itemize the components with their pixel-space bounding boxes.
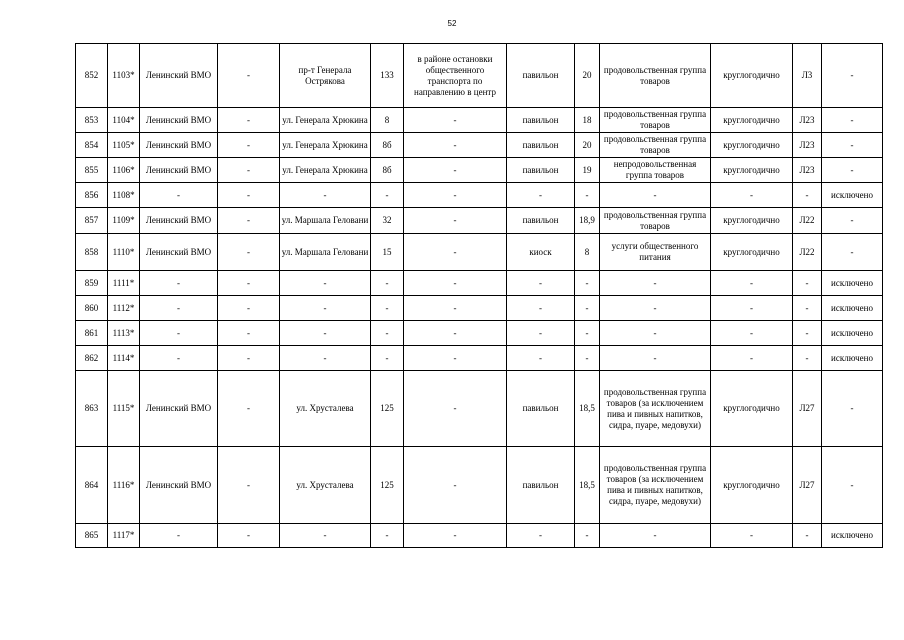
period-cell: круглогодично xyxy=(711,44,793,108)
district-cell: - xyxy=(140,321,218,346)
landmark-cell: в районе остановки общественного транспорта по направлению в центр xyxy=(404,44,507,108)
column-4-cell: - xyxy=(218,158,280,183)
column-4-cell: - xyxy=(218,183,280,208)
note-cell: - xyxy=(822,133,883,158)
address-cell: ул. Генерала Хрюкина xyxy=(280,108,371,133)
landmark-cell: - xyxy=(404,447,507,524)
district-cell: Ленинский ВМО xyxy=(140,158,218,183)
note-cell: исключено xyxy=(822,524,883,548)
lot-cell: - xyxy=(793,296,822,321)
code-cell: 1103* xyxy=(108,44,140,108)
note-cell: исключено xyxy=(822,296,883,321)
table-row xyxy=(76,346,883,371)
column-4-cell: - xyxy=(218,524,280,548)
column-4-cell: - xyxy=(218,234,280,271)
column-4-cell: - xyxy=(218,447,280,524)
district-cell: - xyxy=(140,271,218,296)
row-number-cell: 861 xyxy=(76,321,108,346)
landmark-cell: - xyxy=(404,524,507,548)
code-cell: 1111* xyxy=(108,271,140,296)
note-cell: исключено xyxy=(822,321,883,346)
period-cell: - xyxy=(711,524,793,548)
period-cell: - xyxy=(711,271,793,296)
house-cell: - xyxy=(371,296,404,321)
district-cell: Ленинский ВМО xyxy=(140,371,218,447)
object-type-cell: - xyxy=(507,296,575,321)
address-cell: ул. Генерала Хрюкина xyxy=(280,158,371,183)
address-cell: ул. Хрусталева xyxy=(280,371,371,447)
landmark-cell: - xyxy=(404,371,507,447)
address-cell: - xyxy=(280,524,371,548)
lot-cell: Л27 xyxy=(793,371,822,447)
landmark-cell: - xyxy=(404,346,507,371)
address-cell: ул. Маршала Геловани xyxy=(280,234,371,271)
note-cell: - xyxy=(822,447,883,524)
row-number-cell: 854 xyxy=(76,133,108,158)
period-cell: круглогодично xyxy=(711,208,793,234)
address-cell: ул. Маршала Геловани xyxy=(280,208,371,234)
area-cell: 20 xyxy=(575,133,600,158)
column-4-cell: - xyxy=(218,271,280,296)
object-type-cell: павильон xyxy=(507,133,575,158)
object-type-cell: павильон xyxy=(507,44,575,108)
object-type-cell: павильон xyxy=(507,447,575,524)
specialization-cell: - xyxy=(600,321,711,346)
lot-cell: - xyxy=(793,271,822,296)
period-cell: круглогодично xyxy=(711,133,793,158)
district-cell: Ленинский ВМО xyxy=(140,234,218,271)
period-cell: круглогодично xyxy=(711,234,793,271)
table-row xyxy=(76,208,883,234)
area-cell: - xyxy=(575,321,600,346)
district-cell: - xyxy=(140,183,218,208)
address-cell: - xyxy=(280,346,371,371)
column-4-cell: - xyxy=(218,296,280,321)
code-cell: 1110* xyxy=(108,234,140,271)
period-cell: круглогодично xyxy=(711,108,793,133)
house-cell: 8б xyxy=(371,133,404,158)
column-4-cell: - xyxy=(218,133,280,158)
note-cell: - xyxy=(822,208,883,234)
table-row xyxy=(76,133,883,158)
table-row xyxy=(76,271,883,296)
landmark-cell: - xyxy=(404,208,507,234)
code-cell: 1104* xyxy=(108,108,140,133)
area-cell: 19 xyxy=(575,158,600,183)
house-cell: - xyxy=(371,271,404,296)
object-type-cell: - xyxy=(507,321,575,346)
address-cell: ул. Генерала Хрюкина xyxy=(280,133,371,158)
note-cell: - xyxy=(822,234,883,271)
code-cell: 1106* xyxy=(108,158,140,183)
period-cell: круглогодично xyxy=(711,371,793,447)
column-4-cell: - xyxy=(218,208,280,234)
lot-cell: Л23 xyxy=(793,158,822,183)
specialization-cell: - xyxy=(600,524,711,548)
note-cell: - xyxy=(822,371,883,447)
period-cell: - xyxy=(711,321,793,346)
row-number-cell: 857 xyxy=(76,208,108,234)
lot-cell: - xyxy=(793,524,822,548)
area-cell: - xyxy=(575,183,600,208)
lot-cell: - xyxy=(793,321,822,346)
note-cell: исключено xyxy=(822,183,883,208)
landmark-cell: - xyxy=(404,133,507,158)
note-cell: исключено xyxy=(822,346,883,371)
table-row xyxy=(76,158,883,183)
landmark-cell: - xyxy=(404,183,507,208)
row-number-cell: 863 xyxy=(76,371,108,447)
object-type-cell: павильон xyxy=(507,108,575,133)
landmark-cell: - xyxy=(404,234,507,271)
landmark-cell: - xyxy=(404,271,507,296)
area-cell: - xyxy=(575,346,600,371)
row-number-cell: 860 xyxy=(76,296,108,321)
row-number-cell: 853 xyxy=(76,108,108,133)
area-cell: 18,5 xyxy=(575,371,600,447)
specialization-cell: услуги общественного питания xyxy=(600,234,711,271)
landmark-cell: - xyxy=(404,158,507,183)
page-number: 52 xyxy=(447,19,457,28)
period-cell: круглогодично xyxy=(711,447,793,524)
code-cell: 1115* xyxy=(108,371,140,447)
lot-cell: - xyxy=(793,346,822,371)
district-cell: Ленинский ВМО xyxy=(140,108,218,133)
specialization-cell: - xyxy=(600,271,711,296)
address-cell: - xyxy=(280,296,371,321)
table-row xyxy=(76,108,883,133)
house-cell: - xyxy=(371,321,404,346)
table-row xyxy=(76,447,883,524)
specialization-cell: продовольственная группа товаров (за исключением пива и пивных напитков, сидра, пуаре, медовухи) xyxy=(600,371,711,447)
specialization-cell: непродовольственная группа товаров xyxy=(600,158,711,183)
object-type-cell: павильон xyxy=(507,208,575,234)
code-cell: 1116* xyxy=(108,447,140,524)
specialization-cell: - xyxy=(600,296,711,321)
lot-cell: Л3 xyxy=(793,44,822,108)
lot-cell: - xyxy=(793,183,822,208)
row-number-cell: 865 xyxy=(76,524,108,548)
row-number-cell: 862 xyxy=(76,346,108,371)
area-cell: 20 xyxy=(575,44,600,108)
code-cell: 1112* xyxy=(108,296,140,321)
address-cell: ул. Хрусталева xyxy=(280,447,371,524)
period-cell: - xyxy=(711,346,793,371)
area-cell: 8 xyxy=(575,234,600,271)
column-4-cell: - xyxy=(218,371,280,447)
house-cell: - xyxy=(371,524,404,548)
row-number-cell: 855 xyxy=(76,158,108,183)
specialization-cell: - xyxy=(600,183,711,208)
district-cell: Ленинский ВМО xyxy=(140,133,218,158)
district-cell: - xyxy=(140,524,218,548)
table-row xyxy=(76,321,883,346)
specialization-cell: продовольственная группа товаров xyxy=(600,44,711,108)
table-row xyxy=(76,371,883,447)
code-cell: 1114* xyxy=(108,346,140,371)
house-cell: - xyxy=(371,346,404,371)
landmark-cell: - xyxy=(404,321,507,346)
house-cell: 8б xyxy=(371,158,404,183)
code-cell: 1105* xyxy=(108,133,140,158)
specialization-cell: - xyxy=(600,346,711,371)
code-cell: 1108* xyxy=(108,183,140,208)
table-row xyxy=(76,234,883,271)
district-cell: - xyxy=(140,296,218,321)
object-type-cell: киоск xyxy=(507,234,575,271)
address-cell: - xyxy=(280,271,371,296)
table-row xyxy=(76,44,883,108)
code-cell: 1113* xyxy=(108,321,140,346)
period-cell: - xyxy=(711,296,793,321)
lot-cell: Л22 xyxy=(793,208,822,234)
address-cell: - xyxy=(280,183,371,208)
note-cell: - xyxy=(822,44,883,108)
row-number-cell: 859 xyxy=(76,271,108,296)
note-cell: исключено xyxy=(822,271,883,296)
code-cell: 1117* xyxy=(108,524,140,548)
object-type-cell: павильон xyxy=(507,158,575,183)
row-number-cell: 852 xyxy=(76,44,108,108)
lot-cell: Л27 xyxy=(793,447,822,524)
area-cell: - xyxy=(575,524,600,548)
house-cell: 8 xyxy=(371,108,404,133)
landmark-cell: - xyxy=(404,296,507,321)
object-type-cell: - xyxy=(507,183,575,208)
table-row xyxy=(76,296,883,321)
table-row xyxy=(76,183,883,208)
address-cell: пр-т Генерала Острякова xyxy=(280,44,371,108)
address-cell: - xyxy=(280,321,371,346)
district-cell: Ленинский ВМО xyxy=(140,208,218,234)
registry-body xyxy=(76,44,883,548)
house-cell: 125 xyxy=(371,447,404,524)
specialization-cell: продовольственная группа товаров xyxy=(600,133,711,158)
registry-table xyxy=(75,43,883,548)
row-number-cell: 864 xyxy=(76,447,108,524)
column-4-cell: - xyxy=(218,108,280,133)
column-4-cell: - xyxy=(218,44,280,108)
area-cell: - xyxy=(575,296,600,321)
object-type-cell: - xyxy=(507,524,575,548)
column-4-cell: - xyxy=(218,321,280,346)
area-cell: 18 xyxy=(575,108,600,133)
house-cell: 125 xyxy=(371,371,404,447)
object-type-cell: павильон xyxy=(507,371,575,447)
area-cell: 18,9 xyxy=(575,208,600,234)
note-cell: - xyxy=(822,158,883,183)
column-4-cell: - xyxy=(218,346,280,371)
period-cell: - xyxy=(711,183,793,208)
district-cell: Ленинский ВМО xyxy=(140,44,218,108)
district-cell: - xyxy=(140,346,218,371)
house-cell: 133 xyxy=(371,44,404,108)
code-cell: 1109* xyxy=(108,208,140,234)
object-type-cell: - xyxy=(507,271,575,296)
note-cell: - xyxy=(822,108,883,133)
house-cell: 15 xyxy=(371,234,404,271)
row-number-cell: 858 xyxy=(76,234,108,271)
specialization-cell: продовольственная группа товаров xyxy=(600,208,711,234)
object-type-cell: - xyxy=(507,346,575,371)
area-cell: - xyxy=(575,271,600,296)
row-number-cell: 856 xyxy=(76,183,108,208)
specialization-cell: продовольственная группа товаров (за исключением пива и пивных напитков, сидра, пуаре, медовухи) xyxy=(600,447,711,524)
house-cell: 32 xyxy=(371,208,404,234)
landmark-cell: - xyxy=(404,108,507,133)
lot-cell: Л23 xyxy=(793,108,822,133)
period-cell: круглогодично xyxy=(711,158,793,183)
district-cell: Ленинский ВМО xyxy=(140,447,218,524)
area-cell: 18,5 xyxy=(575,447,600,524)
lot-cell: Л22 xyxy=(793,234,822,271)
lot-cell: Л23 xyxy=(793,133,822,158)
house-cell: - xyxy=(371,183,404,208)
specialization-cell: продовольственная группа товаров xyxy=(600,108,711,133)
table-row xyxy=(76,524,883,548)
